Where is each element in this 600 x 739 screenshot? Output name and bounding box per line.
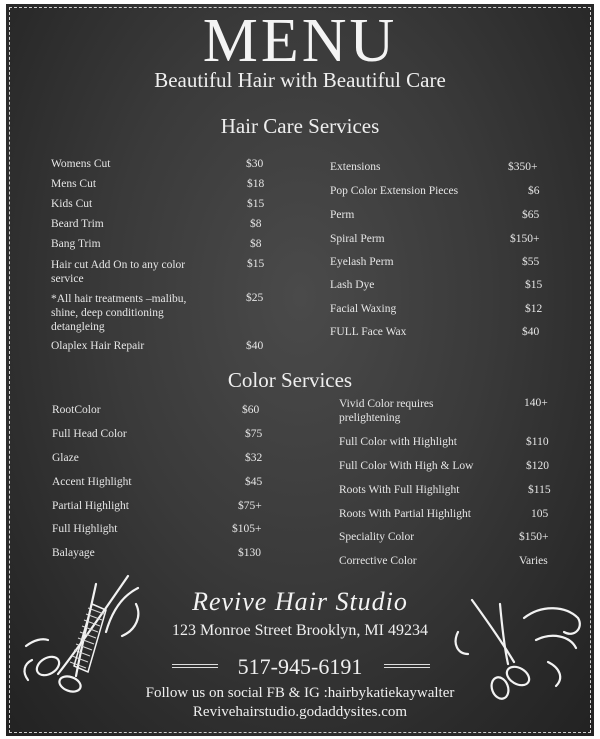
service-name: Extensions: [330, 161, 381, 173]
service-name: Roots With Full Highlight: [339, 484, 460, 496]
service-price: $40: [522, 326, 540, 338]
service-price: $18: [247, 178, 265, 190]
service-price: $15: [525, 279, 543, 291]
hair-care-heading: Hair Care Services: [220, 114, 380, 138]
service-name: Beard Trim: [51, 218, 104, 230]
service-price: $75+: [238, 500, 262, 512]
service-name: *All hair treatments –malibu, shine, deep conditioning detangleing: [51, 293, 187, 333]
service-name: Hair cut Add On to any color service: [51, 259, 186, 285]
divider-right: [384, 664, 430, 668]
service-name: Full Color With High & Low: [339, 460, 474, 472]
service-name: Facial Waxing: [330, 303, 397, 315]
color-services-heading: Color Services: [227, 368, 353, 392]
service-price: $15: [247, 258, 265, 270]
service-price: $60: [242, 404, 260, 416]
service-price: $120: [526, 460, 549, 472]
service-name: Partial Highlight: [52, 500, 129, 512]
service-price: 140+: [524, 397, 548, 409]
service-name: Balayage: [52, 547, 95, 559]
service-name: Speciality Color: [339, 531, 415, 543]
service-name: Full Head Color: [52, 428, 127, 440]
service-name: Full Color with Highlight: [339, 436, 457, 448]
service-name: Bang Trim: [51, 238, 101, 250]
service-price: $105+: [232, 523, 262, 535]
service-name: FULL Face Wax: [330, 326, 407, 338]
service-name: Glaze: [52, 452, 79, 464]
studio-address: 123 Monroe Street Brooklyn, MI 49234: [172, 622, 428, 639]
service-price: $8: [250, 218, 262, 230]
service-name: Perm: [330, 209, 355, 221]
service-name: Spiral Perm: [330, 233, 385, 245]
service-price: $40: [246, 340, 264, 352]
service-price: $150+: [519, 531, 549, 543]
menu-tagline: Beautiful Hair with Beautiful Care: [154, 68, 446, 92]
service-name: Accent Highlight: [52, 476, 132, 488]
service-name: Olaplex Hair Repair: [51, 340, 145, 352]
service-price: $32: [245, 452, 263, 464]
website-url: Revivehairstudio.godaddysites.com: [192, 704, 408, 720]
service-price: $12: [525, 303, 543, 315]
menu-board: [6, 4, 594, 736]
phone-number: 517-945-6191: [237, 654, 363, 679]
service-price: 105: [531, 508, 549, 520]
service-price: $150+: [510, 233, 540, 245]
service-price: $55: [522, 256, 540, 268]
service-price: Varies: [519, 555, 548, 567]
service-name: Kids Cut: [51, 198, 93, 210]
service-price: $65: [522, 209, 540, 221]
service-name: Pop Color Extension Pieces: [330, 185, 459, 197]
social-handle: Follow us on social FB & IG :hairbykatiekaywalter: [145, 685, 455, 701]
service-name: Womens Cut: [51, 158, 111, 170]
service-name: Vivid Color requires prelightening: [339, 398, 434, 424]
service-name: RootColor: [52, 404, 101, 416]
service-name: Corrective Color: [339, 555, 417, 567]
service-price: $8: [250, 238, 262, 250]
service-price: $45: [245, 476, 263, 488]
menu-title: MENU: [202, 7, 398, 75]
service-price: $75: [245, 428, 263, 440]
studio-brand-name: Revive Hair Studio: [192, 587, 408, 616]
service-price: $115: [528, 484, 551, 496]
service-name: Mens Cut: [51, 178, 97, 190]
service-price: $6: [528, 185, 540, 197]
service-name: Lash Dye: [330, 279, 375, 291]
service-price: $30: [246, 158, 264, 170]
service-price: $15: [247, 198, 265, 210]
service-price: $110: [526, 436, 549, 448]
service-name: Roots With Partial Highlight: [339, 508, 471, 520]
service-price: $130: [238, 547, 261, 559]
service-name: Eyelash Perm: [330, 256, 394, 268]
service-price: $25: [246, 292, 264, 304]
service-price: $350+: [508, 161, 538, 173]
service-name: Full Highlight: [52, 523, 118, 535]
